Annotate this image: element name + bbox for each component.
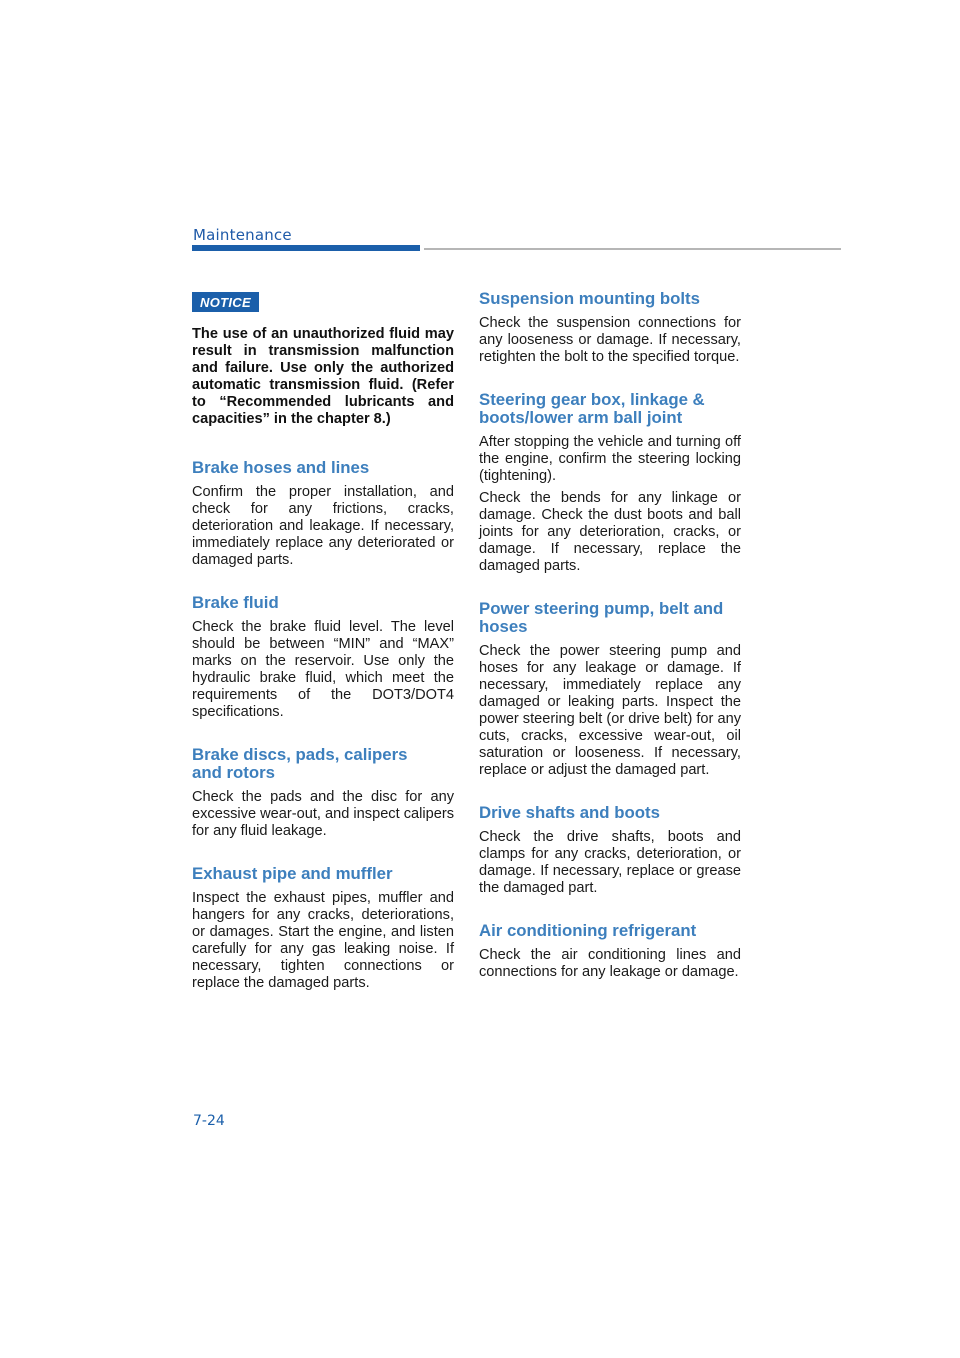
section-title: Brake hoses and lines [192, 458, 370, 477]
section-paragraph: Check the pads and the disc for any excessive wear-out, and inspect calipers for any fluid leakage. [192, 789, 455, 839]
section-title: Exhaust pipe and muffler [192, 864, 393, 883]
section-title: Power steering pump, belt and hoses [479, 599, 724, 636]
section-paragraph: Confirm the proper installation, and check for any frictions, cracks, deterioration and leakage. If necessary, immediately replace any deteriorated or damaged parts. [192, 484, 454, 568]
header-rule-accent [192, 245, 420, 251]
section-brake-hoses [192, 459, 454, 569]
section-paragraph: Check the air conditioning lines and connections for any leakage or damage. [479, 947, 741, 980]
left-column [192, 292, 454, 992]
section-title: Air conditioning refrigerant [479, 921, 697, 940]
section-title: Steering gear box, linkage & boots/lower arm ball joint [479, 390, 705, 427]
section-paragraph: After stopping the vehicle and turning off the engine, confirm the steering locking (tightening). [479, 434, 741, 484]
notice-box [192, 292, 454, 428]
section-paragraph: Inspect the exhaust pipes, muffler and hangers for any cracks, deteriorations, or damages. Start the engine, and listen carefully for any gas leaking noise. If necessary, tighten connections or replace the damaged parts. [192, 890, 454, 991]
section-exhaust [192, 865, 454, 992]
section-suspension [479, 290, 741, 366]
header-rule [424, 248, 841, 250]
section-title: Brake discs, pads, calipers and rotors [192, 745, 408, 782]
section-paragraph: Check the bends for any linkage or damage. Check the dust boots and ball joints for any deterioration, cracks, or damage. If necessary, replace the damaged parts. [479, 490, 741, 574]
section-paragraph: Check the power steering pump and hoses for any leakage or damage. If necessary, immediately replace any damaged or leaking parts. Inspect the power steering belt (or drive belt) for any cuts, cracks, excessive wear-out, oil saturation or looseness. If necessary, replace or adjust the damaged part. [479, 643, 741, 778]
section-air-conditioning [479, 922, 741, 981]
section-label: Maintenance [193, 226, 292, 244]
notice-badge: NOTICE [192, 292, 259, 312]
section-drive-shafts [479, 804, 741, 897]
page-number: 7-24 [193, 1113, 225, 1129]
section-steering-gear [479, 391, 741, 575]
section-power-steering [479, 600, 741, 779]
right-column [479, 290, 741, 981]
notice-text: The use of an unauthorized fluid may result in transmission malfunction and failure. Use only the authorized automatic transmission fluid. (Refer to “Recommended lubricants and capacities” in the chapter 8.) [192, 326, 454, 427]
section-brake-discs [192, 746, 454, 840]
section-title: Brake fluid [192, 593, 279, 612]
section-title: Drive shafts and boots [479, 803, 660, 822]
section-title: Suspension mounting bolts [479, 289, 700, 308]
section-paragraph: Check the drive shafts, boots and clamps for any cracks, deterioration, or damage. If necessary, replace or grease the damaged part. [479, 829, 741, 896]
section-brake-fluid [192, 594, 454, 721]
section-paragraph: Check the suspension connections for any looseness or damage. If necessary, retighten the bolt to the specified torque. [479, 315, 741, 365]
section-paragraph: Check the brake fluid level. The level should be between “MIN” and “MAX” marks on the reservoir. Use only the hydraulic brake fluid, which meet the requirements of the DOT3/DOT4 specifications. [192, 619, 454, 720]
